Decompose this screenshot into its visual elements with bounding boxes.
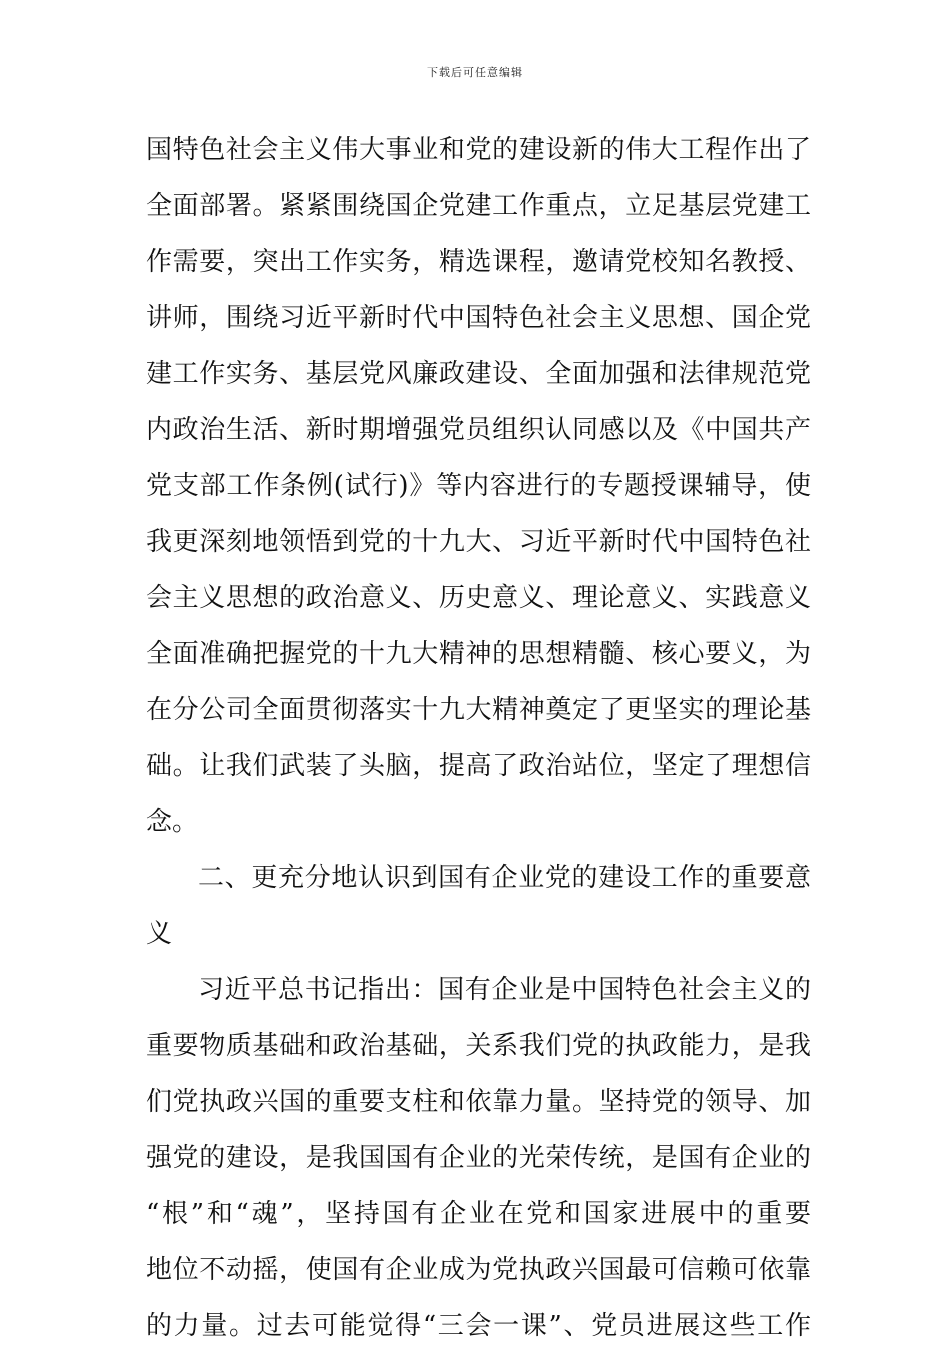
text-line: “根”和“魂”，坚持国有企业在党和国家进展中的重要 <box>146 1199 811 1229</box>
text-line: 讲师，围绕习近平新时代中国特色社会主义思想、国企党 <box>146 303 811 333</box>
text-line: 强党的建设，是我国国有企业的光荣传统，是国有企业的 <box>146 1143 811 1173</box>
text-line: 党支部工作条例(试行)》等内容进行的专题授课辅导，使 <box>146 471 811 501</box>
text-line: 会主义思想的政治意义、历史意义、理论意义、实践意义 <box>146 583 811 613</box>
paragraph-1 <box>146 122 811 850</box>
text-line: 作需要，突出工作实务，精选课程，邀请党校知名教授、 <box>146 247 811 277</box>
section-heading-line: 义 <box>146 919 173 949</box>
paragraph-3 <box>146 962 811 1354</box>
text-line: 习近平总书记指出：国有企业是中国特色社会主义的 <box>198 975 811 1005</box>
text-line: 念。 <box>146 807 199 837</box>
section-heading-line: 二、更充分地认识到国有企业党的建设工作的重要意 <box>198 863 811 893</box>
text-line: 内政治生活、新时期增强党员组织认同感以及《中国共产 <box>146 415 811 445</box>
section-heading <box>146 850 811 962</box>
text-line: 全面准确把握党的十九大精神的思想精髓、核心要义，为 <box>146 639 811 669</box>
text-line: 建工作实务、基层党风廉政建设、全面加强和法律规范党 <box>146 359 811 389</box>
text-line: 我更深刻地领悟到党的十九大、习近平新时代中国特色社 <box>146 527 811 557</box>
text-line: 础。让我们武装了头脑，提高了政治站位，坚定了理想信 <box>146 751 811 781</box>
text-line: 重要物质基础和政治基础，关系我们党的执政能力，是我 <box>146 1031 811 1061</box>
page-header-note: 下载后可任意编辑 <box>427 66 523 79</box>
text-line: 地位不动摇，使国有企业成为党执政兴国最可信赖可依靠 <box>146 1255 811 1285</box>
text-line: 全面部署。紧紧围绕国企党建工作重点，立足基层党建工 <box>146 191 811 221</box>
text-line: 的力量。过去可能觉得“三会一课”、党员进展这些工作 <box>146 1311 811 1341</box>
text-line: 们党执政兴国的重要支柱和依靠力量。坚持党的领导、加 <box>146 1087 811 1117</box>
text-line: 国特色社会主义伟大事业和党的建设新的伟大工程作出了 <box>146 135 811 165</box>
document-body <box>146 122 811 1354</box>
text-line: 在分公司全面贯彻落实十九大精神奠定了更坚实的理论基 <box>146 695 811 725</box>
